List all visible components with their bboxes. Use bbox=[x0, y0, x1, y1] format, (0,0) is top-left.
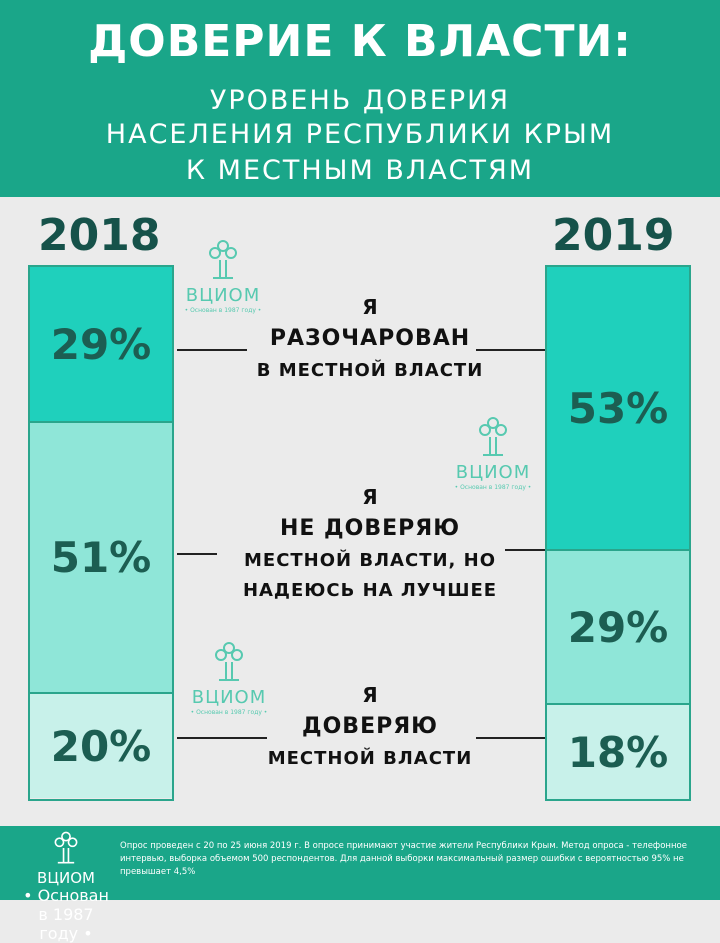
bar-column-2019 bbox=[545, 265, 691, 801]
bar-segment-2019-trust: 18% bbox=[547, 703, 689, 799]
header-banner bbox=[0, 0, 720, 197]
watermark-tagline: • Основан в 1987 году • bbox=[184, 307, 262, 314]
page-title: ДОВЕРИЕ К ВЛАСТИ: bbox=[88, 16, 632, 67]
series-label-line: НАДЕЮСЬ НА ЛУЧШЕЕ bbox=[242, 580, 498, 601]
footer-note: Опрос проведен с 20 по 25 июня 2019 г. В опросе принимают участие жители Республики Крым. Метод опроса - телефонное интервью, выборка объемом 500 респондентов. Для данной выборки максимальный размер ошибки с вероятностью 95% не превышает 4,5% bbox=[120, 841, 687, 877]
bar-segment-2018-not-trust-hope: 51% bbox=[30, 421, 172, 692]
tree-logo-icon bbox=[205, 238, 241, 282]
connector-line bbox=[177, 553, 217, 555]
series-label-line: Я bbox=[362, 485, 378, 509]
connector-line bbox=[476, 737, 545, 739]
series-label-line: МЕСТНОЙ ВЛАСТИ, НО bbox=[243, 550, 497, 571]
series-label-trust bbox=[220, 680, 520, 774]
bar-segment-2018-trust: 20% bbox=[30, 692, 172, 798]
series-label-line: В МЕСТНОЙ ВЛАСТИ bbox=[256, 360, 484, 381]
bar-segment-2019-not-trust-hope: 29% bbox=[547, 549, 689, 703]
footer-logo-name: ВЦИОМ bbox=[37, 869, 95, 887]
series-label-not-trust-hope bbox=[220, 482, 520, 606]
watermark-name: ВЦИОМ bbox=[185, 285, 261, 306]
watermark-name: ВЦИОМ bbox=[455, 462, 531, 483]
year-label-2018: 2018 bbox=[38, 210, 161, 261]
series-label-line: МЕСТНОЙ ВЛАСТИ bbox=[267, 748, 473, 769]
connector-line bbox=[505, 549, 545, 551]
bar-segment-2018-disappointed: 29% bbox=[30, 267, 172, 421]
series-label-line: Я bbox=[362, 295, 378, 319]
tree-logo-icon bbox=[51, 830, 81, 866]
connector-line bbox=[177, 349, 247, 351]
subtitle-line-1: УРОВЕНЬ ДОВЕРИЯ bbox=[209, 85, 511, 116]
watermark-tagline: • Основан в 1987 году • bbox=[454, 484, 532, 491]
watermark-name: ВЦИОМ bbox=[191, 687, 267, 708]
tree-logo-icon bbox=[475, 415, 511, 459]
series-label-line: НЕ ДОВЕРЯЮ bbox=[279, 516, 461, 541]
year-label-2019: 2019 bbox=[552, 210, 675, 261]
footer-logo bbox=[22, 830, 110, 943]
series-label-disappointed bbox=[220, 292, 520, 386]
connector-line bbox=[476, 349, 545, 351]
bar-segment-2019-disappointed: 53% bbox=[547, 267, 689, 549]
subtitle-line-3: К МЕСТНЫМ ВЛАСТЯМ bbox=[185, 155, 535, 186]
footer-banner bbox=[0, 826, 720, 943]
bar-column-2018 bbox=[28, 265, 174, 801]
watermark-tagline: • Основан в 1987 году • bbox=[190, 709, 268, 716]
footer-logo-tagline: • Основан в 1987 году • bbox=[23, 886, 109, 943]
series-label-line: РАЗОЧАРОВАН bbox=[269, 326, 471, 351]
tree-logo-icon bbox=[211, 640, 247, 684]
series-label-line: Я bbox=[362, 683, 378, 707]
subtitle-line-2: НАСЕЛЕНИЯ РЕСПУБЛИКИ КРЫМ bbox=[105, 119, 615, 150]
connector-line bbox=[177, 737, 267, 739]
series-label-line: ДОВЕРЯЮ bbox=[302, 714, 438, 739]
